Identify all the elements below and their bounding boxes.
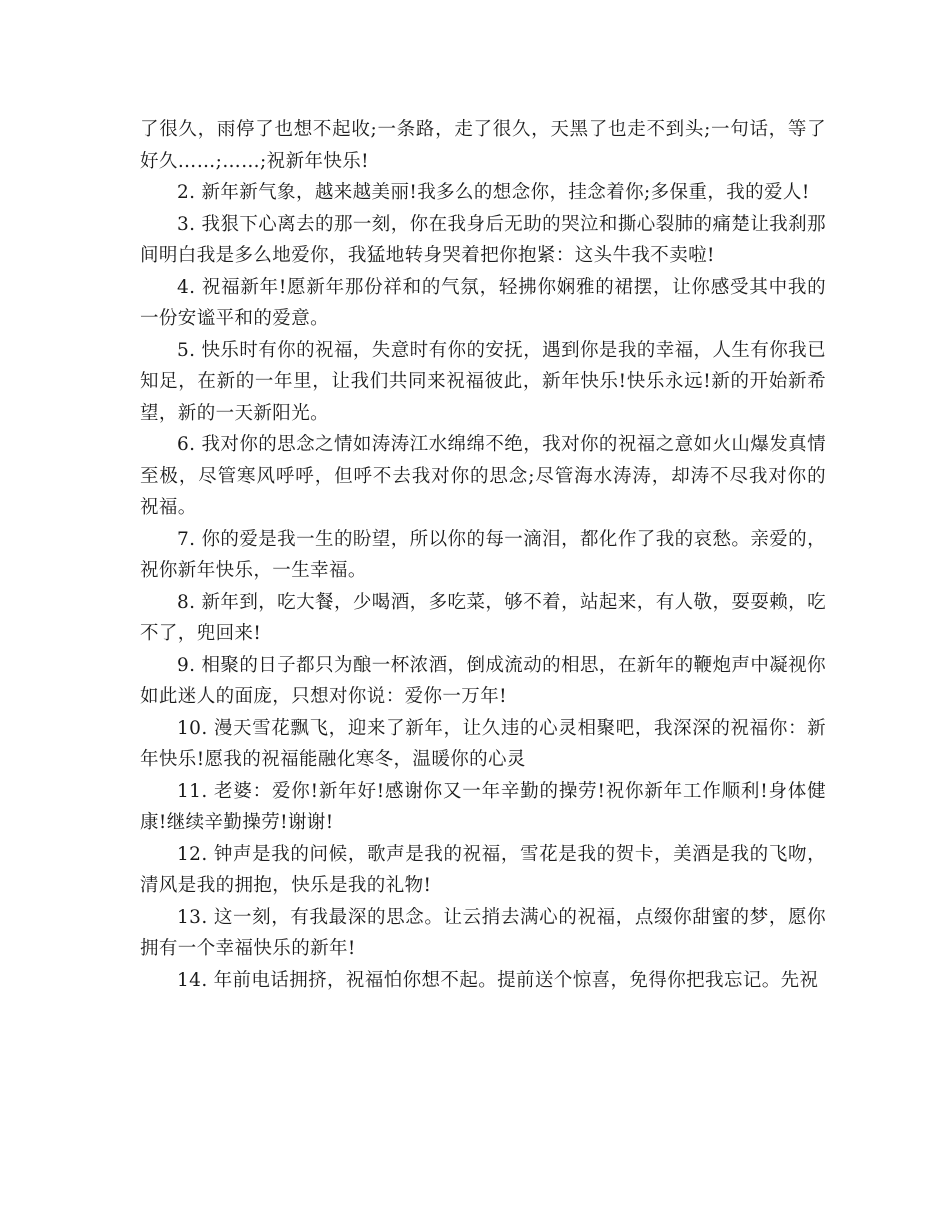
paragraph-text: 这一刻，有我最深的思念。让云捎去满心的祝福，点缀你甜蜜的梦，愿你拥有一个幸福快乐的新年! xyxy=(140,906,826,959)
item-number: 10. xyxy=(177,717,208,739)
paragraph-text: 钟声是我的问候，歌声是我的祝福，雪花是我的贺卡，美酒是我的飞吻，清风是我的拥抱，快乐是我的礼物! xyxy=(140,843,826,896)
item-number: 14. xyxy=(177,969,208,991)
item-number: 11. xyxy=(177,780,208,802)
paragraph-text: 年前电话拥挤，祝福怕你想不起。提前送个惊喜，免得你把我忘记。先祝 xyxy=(213,969,819,991)
paragraph-item-2 xyxy=(140,177,826,209)
paragraph-item-9 xyxy=(140,650,826,713)
paragraph-text: 我狠下心离去的那一刻，你在我身后无助的哭泣和撕心裂肺的痛楚让我刹那间明白我是多么地爱你，我猛地转身哭着把你抱紧：这头牛我不卖啦! xyxy=(140,213,826,266)
item-number: 6. xyxy=(177,434,196,455)
paragraph-item-10 xyxy=(140,713,826,776)
paragraph-text: 了很久，雨停了也想不起收;一条路，走了很久，天黑了也走不到头;一句话，等了好久……;……;祝新年快乐! xyxy=(140,119,826,172)
paragraph-text: 快乐时有你的祝福，失意时有你的安抚，遇到你是我的幸福，人生有你我已知足，在新的一年里，让我们共同来祝福彼此，新年快乐!快乐永远!新的开始新希望，新的一天新阳光。 xyxy=(140,339,826,424)
item-number: 4. xyxy=(177,276,196,298)
paragraph-item-4 xyxy=(140,272,826,335)
paragraph-text: 漫天雪花飘飞，迎来了新年，让久违的心灵相聚吧，我深深的祝福你：新年快乐!愿我的祝福能融化寒冬，温暖你的心灵 xyxy=(140,717,826,770)
paragraph-text: 我对你的思念之情如涛涛江水绵绵不绝，我对你的祝福之意如火山爆发真情至极，尽管寒风呼呼，但呼不去我对你的思念;尽管海水涛涛，却涛不尽我对你的祝福。 xyxy=(140,434,826,518)
paragraph-text: 你的爱是我一生的盼望，所以你的每一滴泪，都化作了我的哀愁。亲爱的，祝你新年快乐，一生幸福。 xyxy=(140,528,826,581)
paragraph-text: 老婆：爱你!新年好!感谢你又一年辛勤的操劳!祝你新年工作顺利!身体健康!继续辛勤操劳!谢谢! xyxy=(140,780,826,833)
paragraph-item-11 xyxy=(140,776,826,839)
paragraph-item-3 xyxy=(140,209,826,272)
paragraph-item-13 xyxy=(140,902,826,965)
paragraph-item-14 xyxy=(140,965,826,997)
paragraph-text: 祝福新年!愿新年那份祥和的气氛，轻拂你娴雅的裙摆，让你感受其中我的一份安谧平和的爱意。 xyxy=(140,276,826,329)
item-number: 3. xyxy=(177,213,196,235)
paragraph-text: 新年到，吃大餐，少喝酒，多吃菜，够不着，站起来，有人敬，耍耍赖，吃不了，兜回来! xyxy=(140,591,826,644)
paragraph-item-6 xyxy=(140,429,826,524)
item-number: 7. xyxy=(177,528,196,550)
item-number: 12. xyxy=(177,843,208,865)
item-number: 13. xyxy=(177,906,208,928)
document-body xyxy=(140,114,826,996)
paragraph-continuation xyxy=(140,114,826,177)
paragraph-item-7 xyxy=(140,524,826,587)
paragraph-item-5 xyxy=(140,335,826,430)
item-number: 2. xyxy=(177,182,196,203)
paragraph-text: 新年新气象，越来越美丽!我多么的想念你，挂念着你;多保重，我的爱人! xyxy=(201,182,810,203)
paragraph-text: 相聚的日子都只为酿一杯浓酒，倒成流动的相思，在新年的鞭炮声中凝视你如此迷人的面庞，只想对你说：爱你一万年! xyxy=(140,654,826,707)
paragraph-item-12 xyxy=(140,839,826,902)
item-number: 9. xyxy=(177,654,196,676)
paragraph-item-8 xyxy=(140,587,826,650)
item-number: 8. xyxy=(177,591,196,613)
item-number: 5. xyxy=(177,339,196,361)
